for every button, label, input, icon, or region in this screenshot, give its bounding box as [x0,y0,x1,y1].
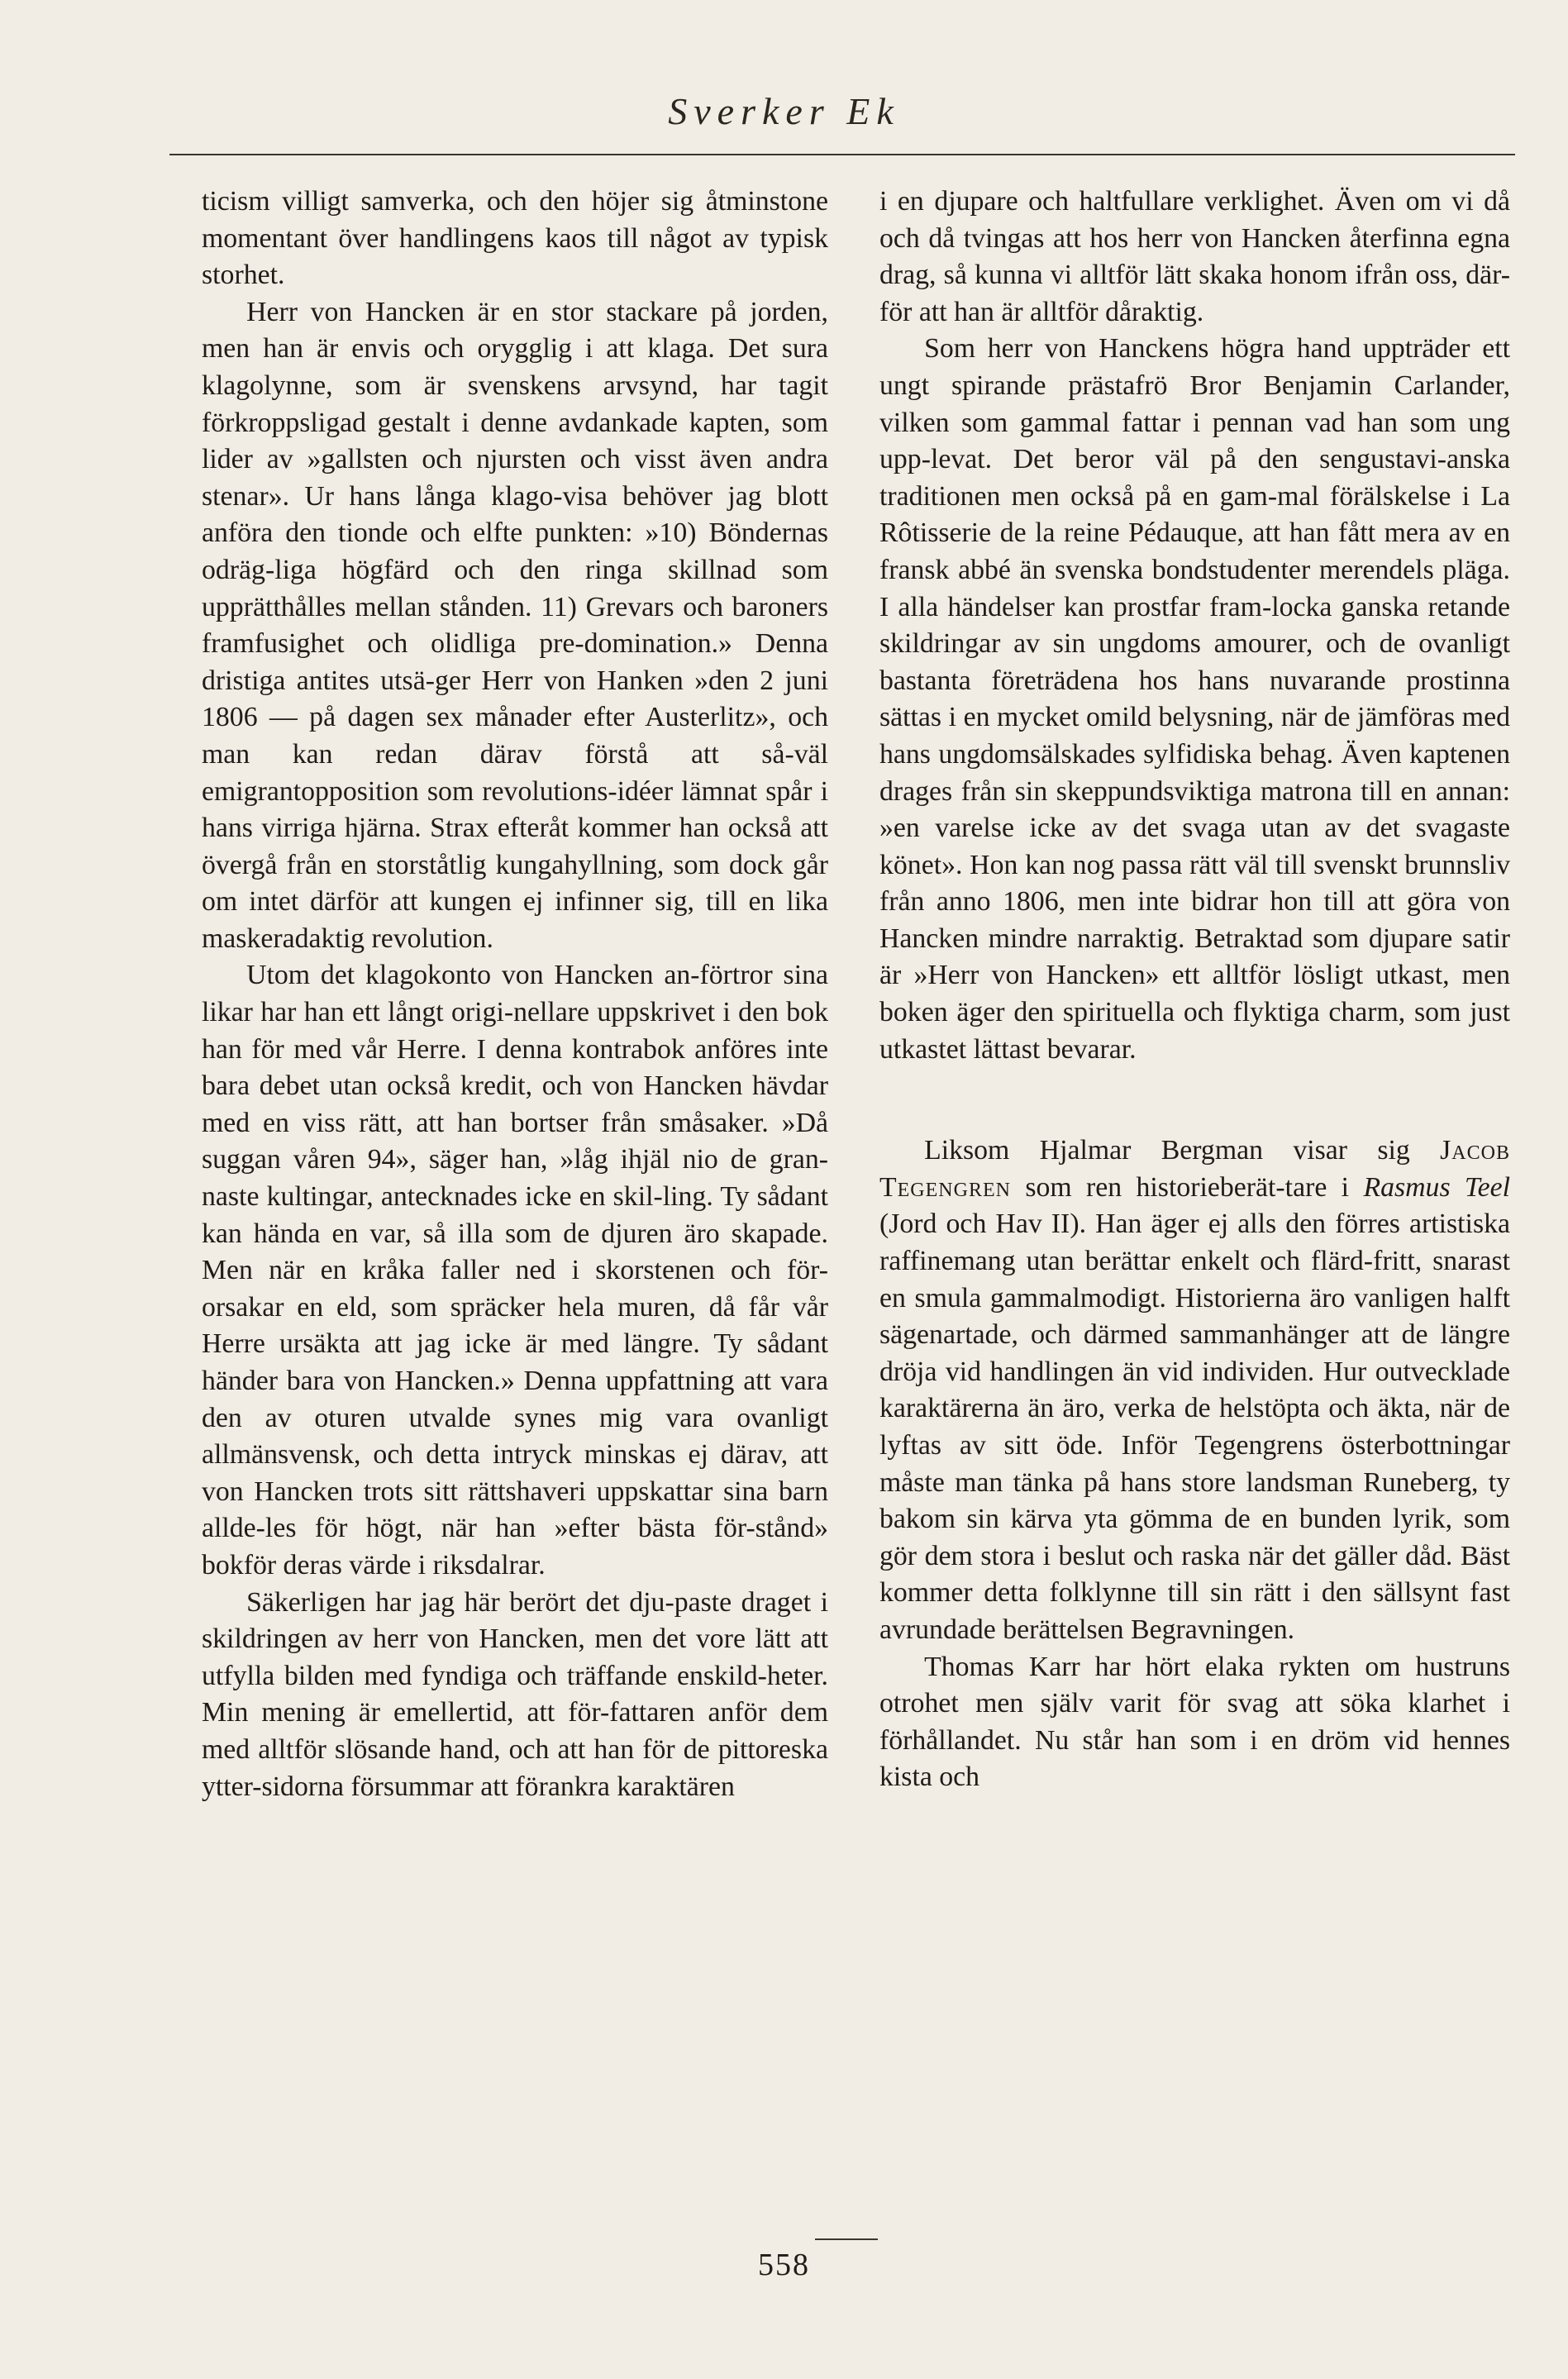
text-run: (Jord och Hav II). Han äger ej alls den förres artistiska raffinemang utan berättar enkelt och flärd-fritt, snarast en smula gammalmodigt. Historierna äro vanligen halft sägenartade, och därmed sammanhänger att de längre dröja vid handlingen än vid individen. Hur outvecklade karaktärerna än äro, verka de helstöpta och äkta, när de lyftas av sitt öde. Inför Tegengrens österbottningar måste man tänka på hans store landsman Runeberg, ty bakom sin kärva yta gömma de en bunden lyrik, som gör dem stora i beslut och raska när det gäller dåd. Bäst kommer detta folklynne till sin rätt i den sällsynt fast avrundade berättelsen Begravningen. [879,1209,1510,1645]
paragraph: i en djupare och haltfullare verklighet. Även om vi då och då tvingas att hos herr von Hancken återfinna egna drag, så kunna vi alltför lätt skaka honom ifrån oss, där-för att han är alltför dåraktig. [879,186,1510,327]
right-column [879,184,1510,1796]
running-head: Sverker Ek [668,90,900,132]
paragraph: Thomas Karr har hört elaka rykten om hustruns otrohet men själv varit för svag att söka klarhet i förhållandet. Nu står han som i en dröm vid hennes kista och [879,1651,1510,1793]
paragraph: Herr von Hancken är en stor stackare på jorden, men han är envis och orygglig i att klaga. Det sura klagolynne, som är svenskens arvsynd, har tagit förkroppsligad gestalt i denne avdankade kapten, som lider av »gallsten och njursten och visst även andra stenar». Ur hans långa klago-visa behöver jag blott anföra den tionde och elfte punkten: »10) Böndernas odräg-liga högfärd och den ringa skillnad som upprätthålles mellan stånden. 11) Grevars och baroners framfusighet och olidliga pre-domination.» Denna dristiga antites utsä-ger Herr von Hanken »den 2 juni 1806 — på dagen sex månader efter Austerlitz», och man kan redan därav förstå att så-väl emigrantopposition som revolutions-idéer lämnat spår i hans virriga hjärna. Strax efteråt kommer han också att övergå från en storståtlig kungahyllning, som dock går om intet därför att kungen ej infinner sig, till en lika maskeradaktig revolution. [202,296,828,954]
text-run: som ren historieberät-tare i [1025,1171,1350,1203]
author-name: Jacob Tegengren [879,1135,1510,1203]
paragraph: Som herr von Hanckens högra hand uppträder ett ungt spirande prästafrö Bror Benjamin Carlander, vilken som gammal fattar i pennan vad han som ung upp-levat. Det beror väl på den sengustavi-anska traditionen men också på en gam-mal förälskelse i La Rôtisserie de la reine Pédauque, att han fått mera av en fransk abbé än svenska bondstudenter merendels pläga. I alla händelser kan prostfar fram-locka ganska retande skildringar av sin ungdoms amourer, och de ovanligt bastanta företrädena hos hans nuvarande prostinna sättas i en mycket omild belysning, när de jämföras med hans ungdomsälskades sylfidiska behag. Även kaptenen drages från sin skeppundsviktiga matrona till en annan: »en varelse icke av det svaga utan av det svagaste könet». Hon kan nog passa rätt väl till svenskt brunnsliv från anno 1806, men inte bidrar hon till att göra von Hancken mindre narraktig. Betraktad som djupare satir är »Herr von Hancken» ett alltför lösligt utkast, men boken äger den spirituella och flyktiga charm, som just utkastet lättast bevarar. [879,333,1510,1065]
page-number: 558 [758,2248,810,2282]
book-title: Rasmus Teel [1363,1171,1511,1203]
footer-rule [815,2238,878,2240]
header-rule [169,154,1515,155]
section-gap [879,1068,1510,1132]
paragraph: ticism villigt samverka, och den höjer sig åtminstone momentant över handlingens kaos till något av typisk storhet. [202,186,828,291]
text-run: Liksom Hjalmar Bergman visar sig [924,1135,1410,1166]
left-column [202,184,828,1805]
paragraph: Utom det klagokonto von Hancken an-förtror sina likar har han ett långt origi-nellare uppskrivet i den bok han för med vår Herre. I denna kontrabok anföres inte bara debet utan också kredit, och von Hancken hävdar med en viss rätt, att han bortser från småsaker. »Då suggan våren 94», säger han, »låg ihjäl nio de gran-naste kultingar, antecknades icke en skil-ling. Ty sådant kan hända en var, så illa som de djuren äro skapade. Men när en kråka faller ned i skorstenen och för-orsakar en eld, som spräcker hela muren, då får vår Herre ursäkta att jag icke är med längre. Ty sådant händer bara von Hancken.» Denna uppfattning att vara den av oturen utvalde synes mig vara ovanligt allmänsvensk, och detta intryck minskas ej därav, att von Hancken trots sitt rättshaveri uppskattar sina barn allde-les för högt, när han »efter bästa för-stånd» bokför deras värde i riksdalrar. [202,960,828,1580]
review-paragraph [879,1132,1510,1648]
paragraph: Säkerligen har jag här berört det dju-paste draget i skildringen av herr von Hancken, men det vore lätt att utfylla bilden med fyndiga och träffande enskild-heter. Min mening är emellertid, att för-fattaren anför dem med alltför slösande hand, och att han för de pittoreska ytter-sidorna försummar att förankra karaktären [202,1586,828,1802]
